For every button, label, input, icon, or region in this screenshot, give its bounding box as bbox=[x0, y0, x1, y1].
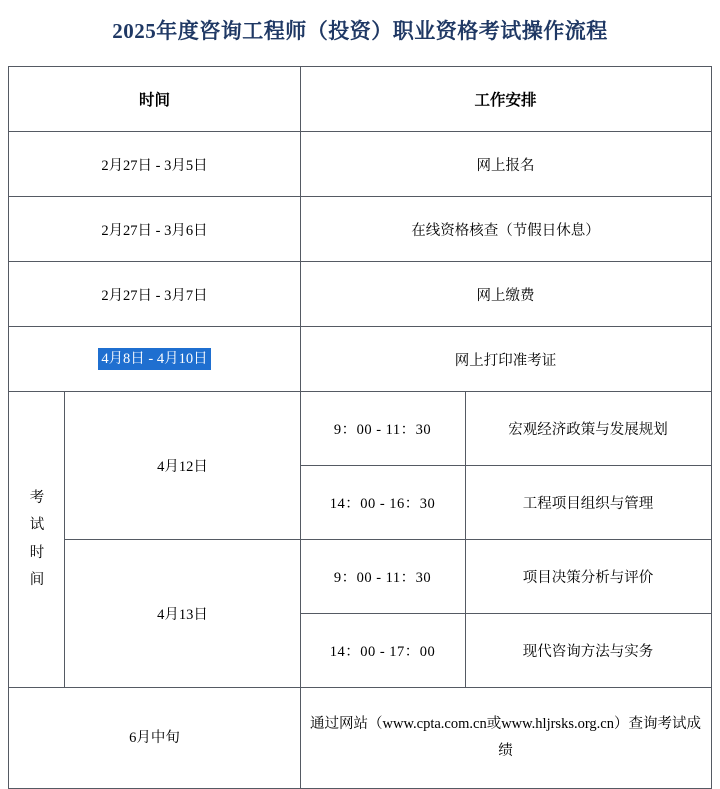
table-row-highlighted bbox=[9, 327, 711, 392]
cell-task: 网上缴费 bbox=[300, 262, 711, 327]
exam-label-char: 试 bbox=[29, 517, 45, 534]
exam-time-slot: 9：00 - 11：30 bbox=[300, 540, 465, 614]
cell-time: 2月27日 - 3月5日 bbox=[9, 132, 300, 197]
exam-time-slot: 14：00 - 17：00 bbox=[300, 614, 465, 688]
exam-subject: 项目决策分析与评价 bbox=[465, 540, 711, 614]
cell-task: 通过网站（www.cpta.com.cn或www.hljrsks.org.cn）查询考试成绩 bbox=[300, 688, 711, 789]
page-title: 2025年度咨询工程师（投资）职业资格考试操作流程 bbox=[112, 19, 608, 43]
column-header-time: 时间 bbox=[9, 67, 300, 132]
cell-task: 在线资格核查（节假日休息） bbox=[300, 197, 711, 262]
exam-label-char: 间 bbox=[29, 572, 45, 589]
exam-subject: 宏观经济政策与发展规划 bbox=[465, 392, 711, 466]
exam-time-slot: 9：00 - 11：30 bbox=[300, 392, 465, 466]
column-header-task: 工作安排 bbox=[300, 67, 711, 132]
exam-session-row bbox=[9, 540, 711, 614]
table-header-row bbox=[9, 67, 711, 132]
exam-schedule-table bbox=[8, 66, 711, 789]
exam-date: 4月13日 bbox=[65, 540, 300, 688]
exam-time-slot: 14：00 - 16：30 bbox=[300, 466, 465, 540]
cell-time: 6月中旬 bbox=[9, 688, 300, 789]
table-row bbox=[9, 197, 711, 262]
exam-label-char: 时 bbox=[29, 544, 45, 561]
cell-time: 2月27日 - 3月7日 bbox=[9, 262, 300, 327]
exam-subject: 工程项目组织与管理 bbox=[465, 466, 711, 540]
table-row bbox=[9, 688, 711, 789]
exam-session-row bbox=[9, 392, 711, 466]
exam-label-char: 考 bbox=[29, 489, 45, 506]
table-row bbox=[9, 132, 711, 197]
exam-date: 4月12日 bbox=[65, 392, 300, 540]
exam-subject: 现代咨询方法与实务 bbox=[465, 614, 711, 688]
exam-time-vertical-label bbox=[9, 392, 65, 688]
selected-text-highlight: 4月8日 - 4月10日 bbox=[98, 348, 210, 370]
cell-task: 网上打印准考证 bbox=[300, 327, 711, 392]
table-row bbox=[9, 262, 711, 327]
cell-task: 网上报名 bbox=[300, 132, 711, 197]
cell-time: 2月27日 - 3月6日 bbox=[9, 197, 300, 262]
cell-time-highlighted bbox=[9, 327, 300, 392]
